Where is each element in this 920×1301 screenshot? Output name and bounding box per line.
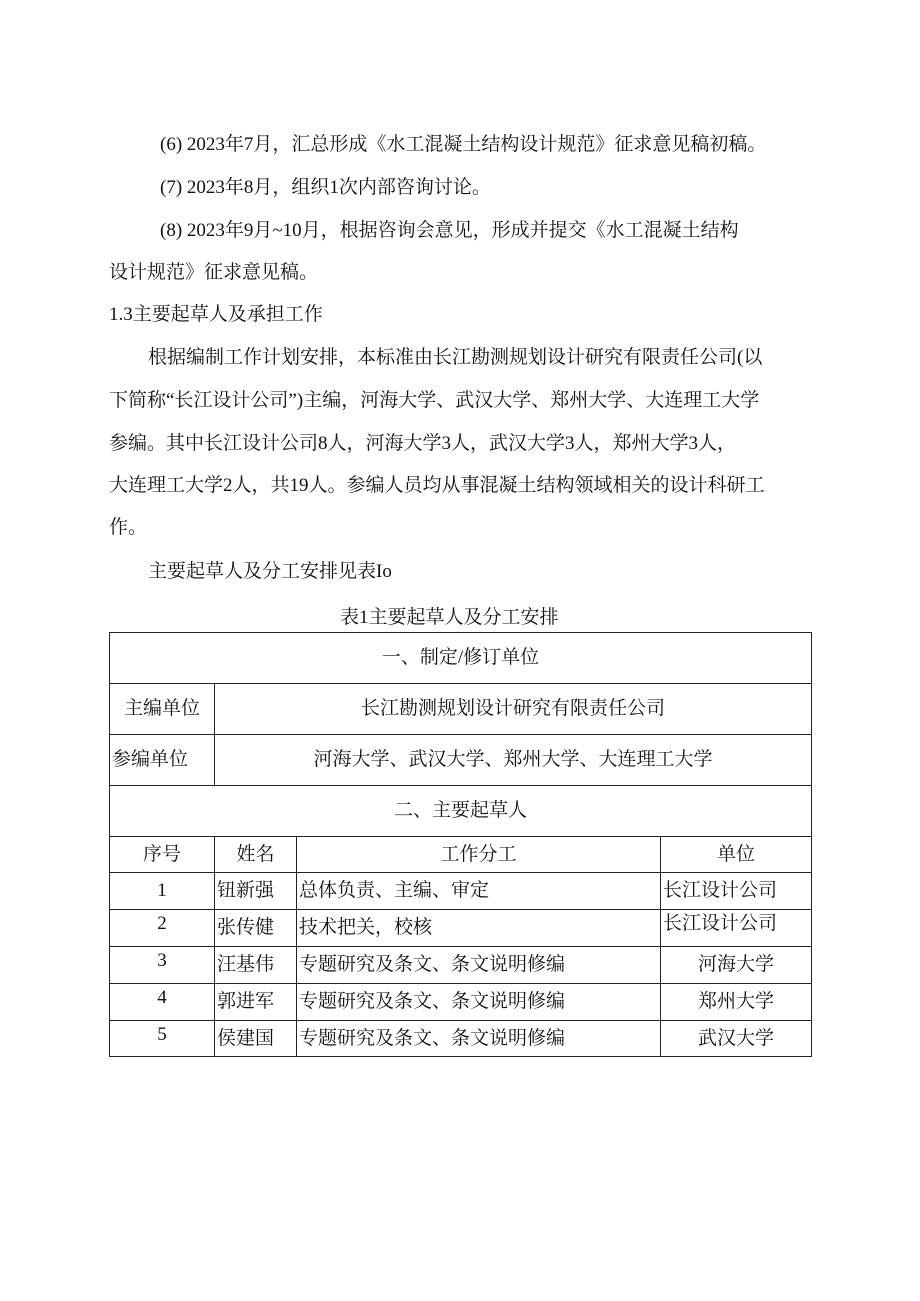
participating-unit-value: 河海大学、武汉大学、郑州大学、大连理工大学	[215, 735, 812, 786]
section-heading: 1.3主要起草人及承担工作	[109, 304, 323, 325]
row-number: 2	[110, 910, 215, 947]
col-header: 序号	[110, 837, 215, 873]
paragraph-line: 下简称“长江设计公司”)主编，河海大学、武汉大学、郑州大学、大连理工大学	[109, 390, 760, 411]
table-caption: 表1主要起草人及分工安排	[340, 607, 559, 628]
table-row	[110, 984, 812, 1021]
list-item-6: (6) 2023年7月，汇总形成《水工混凝土结构设计规范》征求意见稿初稿。	[160, 134, 767, 155]
work-division: 技术把关，校核	[297, 910, 661, 947]
drafter-name: 张传健	[215, 910, 297, 947]
col-header: 单位	[661, 837, 812, 873]
lead-unit-label: 主编单位	[110, 684, 215, 735]
table-row	[110, 947, 812, 984]
work-division: 专题研究及条文、条文说明修编	[297, 947, 661, 984]
paragraph-line: 大连理工大学2人，共19人。参编人员均从事混凝土结构领域相关的设计科研工	[109, 475, 765, 496]
lead-unit-value: 长江勘测规划设计研究有限责任公司	[215, 684, 812, 735]
work-division: 专题研究及条文、条文说明修编	[297, 1021, 661, 1057]
unit: 武汉大学	[661, 1021, 812, 1057]
paragraph-line: 参编。其中长江设计公司8人，河海大学3人，武汉大学3人，郑州大学3人，	[109, 433, 737, 454]
row-number: 5	[110, 1021, 215, 1057]
work-division: 专题研究及条文、条文说明修编	[297, 984, 661, 1021]
list-item-8: (8) 2023年9月~10月，根据咨询会意见，形成并提交《水工混凝土结构	[160, 220, 739, 241]
work-division: 总体负责、主编、审定	[297, 873, 661, 910]
list-item-8-cont: 设计规范》征求意见稿。	[109, 262, 319, 283]
unit: 长江设计公司	[661, 873, 812, 910]
unit: 郑州大学	[661, 984, 812, 1021]
unit: 河海大学	[661, 947, 812, 984]
drafter-name: 郭进军	[215, 984, 297, 1021]
row-number: 1	[110, 873, 215, 910]
table-row	[110, 1021, 812, 1057]
section-drafters-header: 二、主要起草人	[110, 786, 812, 837]
drafters-table	[109, 632, 812, 1057]
section-units-header: 一、制定/修订单位	[110, 633, 812, 684]
table-row	[110, 873, 812, 910]
col-header: 工作分工	[297, 837, 661, 873]
table-row	[110, 910, 812, 947]
table-header-row	[110, 837, 812, 873]
paragraph-line: 根据编制工作计划安排，本标准由长江勘测规划设计研究有限责任公司(以	[148, 347, 763, 368]
col-header: 姓名	[215, 837, 297, 873]
participating-unit-label: 参编单位	[110, 735, 215, 786]
drafter-name: 汪基伟	[215, 947, 297, 984]
paragraph-table-ref: 主要起草人及分工安排见表Io	[148, 561, 392, 582]
unit: 长江设计公司	[661, 910, 812, 947]
list-item-7: (7) 2023年8月，组织1次内部咨询讨论。	[160, 177, 491, 198]
row-number: 3	[110, 947, 215, 984]
row-number: 4	[110, 984, 215, 1021]
drafter-name: 钮新强	[215, 873, 297, 910]
drafter-name: 侯建国	[215, 1021, 297, 1057]
paragraph-line: 作。	[109, 517, 148, 538]
